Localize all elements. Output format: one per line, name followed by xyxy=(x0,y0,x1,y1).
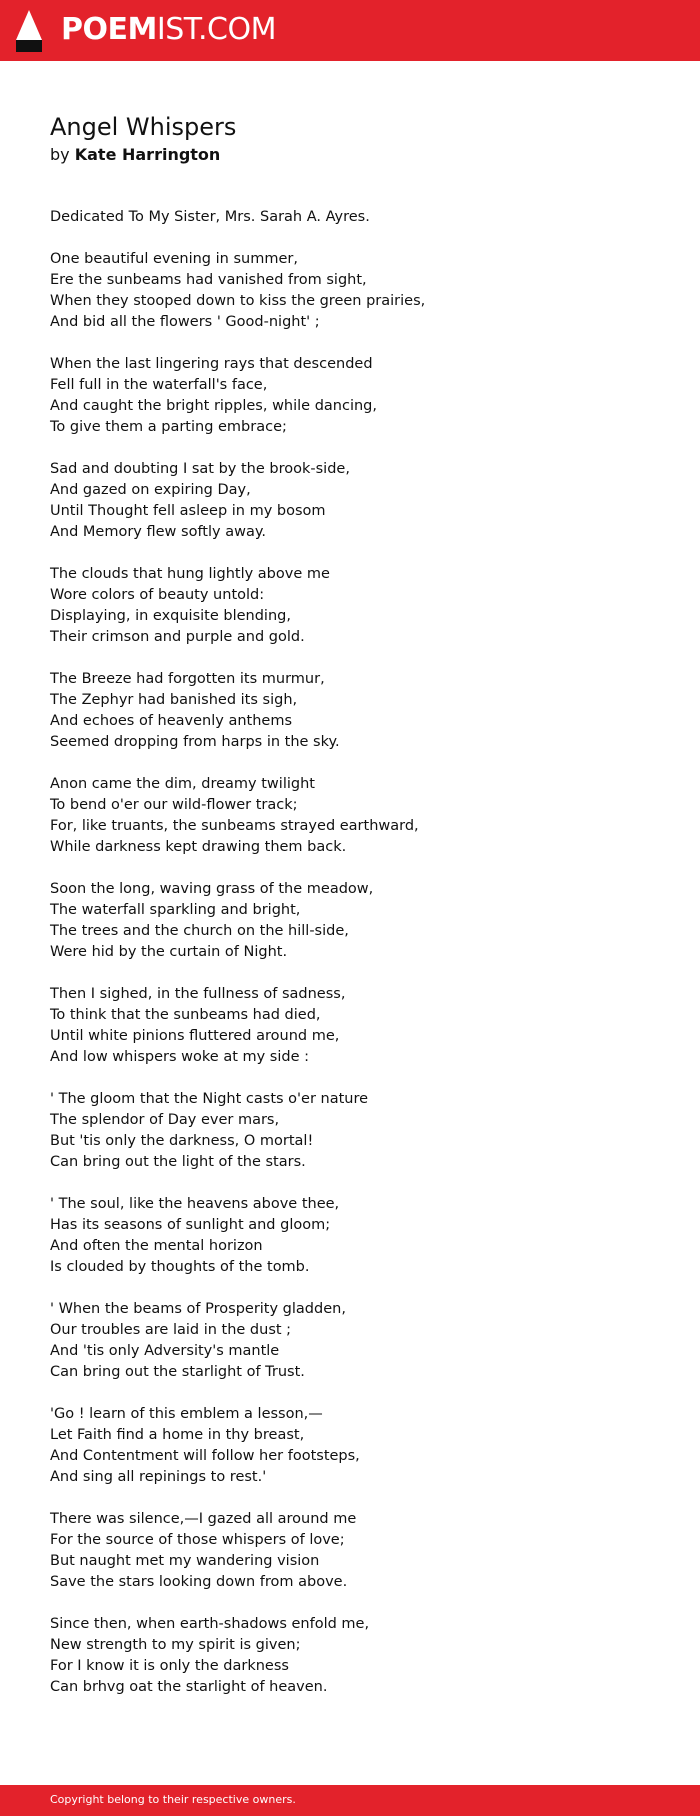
author-name: Kate Harrington xyxy=(74,145,221,164)
site-logo[interactable] xyxy=(61,12,276,48)
by-label: by xyxy=(50,145,70,164)
site-footer xyxy=(0,1785,700,1816)
poem-text: Dedicated To My Sister, Mrs. Sarah A. Ayres. One beautiful evening in summer, Ere the sunbeams had vanished from sight, When they stooped down to kiss the green prairies, And bid all the flowers ' Good-night' ; When the last lingering rays that descended Fell full in the waterfall's face, And caught the bright ripples, while dancing, To give them a parting embrace; Sad and doubting I sat by the brook-side, And gazed on expiring Day, Until Thought fell asleep in my bosom And Memory flew softly away. The clouds that hung lightly above me Wore colors of beauty untold: Displaying, in exquisite blending, Their crimson and purple and gold. The Breeze had forgotten its murmur, The Zephyr had banished its sigh, And echoes of heavenly anthems Seemed dropping from harps in the sky. Anon came the dim, dreamy twilight To bend o'er our wild-flower track; For, like truants, the sunbeams strayed earthward, While darkness kept drawing them back. Soon the long, waving grass of the meadow, The waterfall sparkling and bright, The trees and the church on the hill-side, Were hid by the curtain of Night. Then I sighed, in the fullness of sadness, To think that the sunbeams had died, Until white pinions fluttered around me, And low whispers woke at my side : ' The gloom that the Night casts o'er nature The splendor of Day ever mars, But 'tis only the darkness, O mortal! Can bring out the light of the stars. ' The soul, like the heavens above thee, Has its seasons of sunlight and gloom; And often the mental horizon Is clouded by thoughts of the tomb. ' When the beams of Prosperity gladden, Our troubles are laid in the dust ; And 'tis only Adversity's mantle Can bring out the starlight of Trust. 'Go ! learn of this emblem a lesson,— Let Faith find a home in thy breast, And Contentment will follow her footsteps, And sing all repinings to rest.' There was silence,—I gazed all around me For the source of those whispers of love; But naught met my wandering vision Save the stars looking down from above. Since then, when earth-shadows enfold me, New strength to my spirit is given; For I know it is only the darkness Can brhvg oat the starlight of heaven. xyxy=(50,209,426,1695)
site-header xyxy=(0,0,700,61)
logo-light-text: IST.COM xyxy=(156,12,276,47)
logo-bold-text: POEM xyxy=(61,12,157,47)
copyright-text: Copyright belong to their respective owners. xyxy=(50,1793,296,1806)
pencil-tip-icon[interactable] xyxy=(16,10,42,52)
poem-container xyxy=(50,112,670,1698)
poem-title: Angel Whispers xyxy=(50,113,237,141)
byline xyxy=(50,145,670,165)
